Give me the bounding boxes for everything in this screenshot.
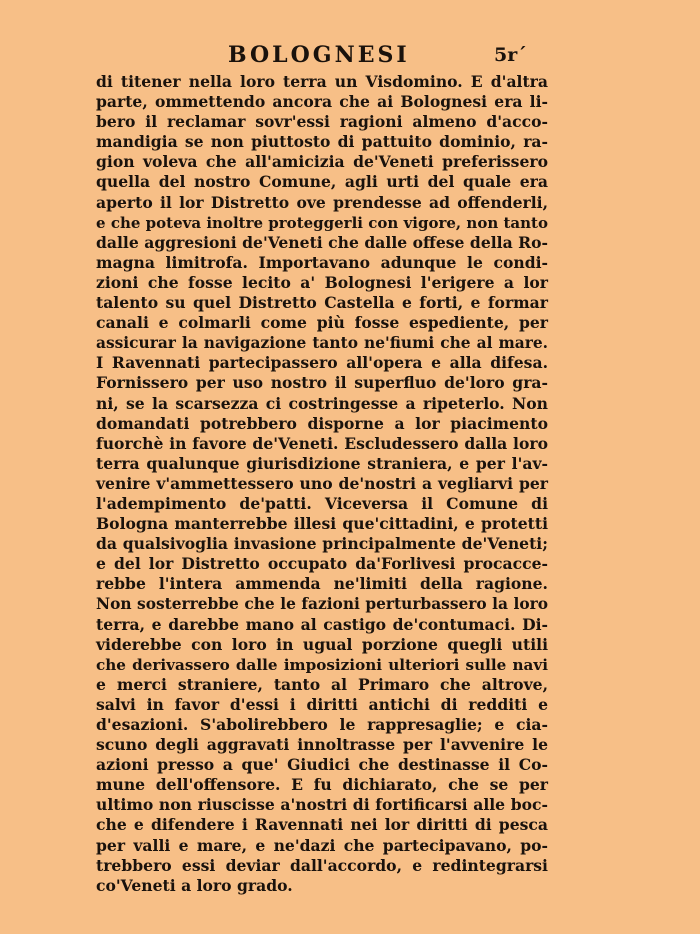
text-line: salvi in favor d'essi i diritti antichi di redditi e	[96, 694, 548, 714]
text-line: canali e colmarli come più fosse espediente, per	[96, 313, 548, 333]
text-line: Non sosterrebbe che le fazioni perturbassero la loro	[96, 595, 548, 614]
text-line: mandigia se non piuttosto di pattuito dominio, ra-	[96, 132, 548, 152]
text-line: scuno degli aggravati innoltrasse per l'avvenire le	[96, 735, 548, 755]
text-line: l'adempimento de'patti. Viceversa il Comune di	[96, 493, 548, 513]
text-line: assicurar la navigazione tanto ne'fiumi che al mare.	[96, 334, 548, 353]
text-line: e del lor Distretto occupato da'Forlivesi procacce-	[96, 554, 548, 574]
text-line: che e difendere i Ravennati nei lor diritti di pesca	[96, 815, 548, 835]
text-line: per valli e mare, e ne'dazi che partecipavano, po-	[96, 835, 548, 855]
running-title: BOLOGNESI	[228, 42, 410, 68]
text-line: e che poteva inoltre proteggerli con vigore, non tanto	[96, 213, 548, 232]
text-line: terra, e darebbe mano al castigo de'contumaci. Di-	[96, 614, 548, 634]
text-line: viderebbe con loro in ugual porzione quegli utili	[96, 634, 548, 654]
text-line: d'esazioni. S'abolirebbero le rappresaglie; e cia-	[96, 715, 548, 734]
text-line: zioni che fosse lecito a' Bolognesi l'erigere a lor	[96, 272, 548, 292]
text-line: da qualsivoglia invasione principalmente de'Veneti;	[96, 534, 548, 554]
text-line: fuorchè in favore de'Veneti. Escludessero dalla loro	[96, 433, 548, 453]
text-line: di titener nella loro terra un Visdomino. E d'altra	[96, 72, 548, 91]
text-line: rebbe l'intera ammenda ne'limiti della ragione.	[96, 574, 548, 594]
text-line: e merci straniere, tanto al Primaro che altrove,	[96, 674, 548, 694]
text-line: quella del nostro Comune, agli urti del quale era	[96, 172, 548, 192]
page-number: 5r´	[494, 44, 527, 66]
text-line: aperto il lor Distretto ove prendesse ad offenderli,	[96, 192, 548, 212]
text-line: ni, se la scarsezza ci costringesse a ripeterlo. Non	[96, 393, 548, 413]
text-line: trebbero essi deviar dall'accordo, e redintegrarsi	[96, 855, 548, 875]
text-line: co'Veneti a loro grado.	[96, 875, 293, 895]
text-line: che derivassero dalle imposizioni ulteriori sulle navi	[96, 655, 548, 674]
text-line: bero il reclamar sovr'essi ragioni almeno d'acco-	[96, 112, 548, 132]
text-line: mune dell'offensore. E fu dichiarato, che se per	[96, 775, 548, 795]
text-line: parte, ommettendo ancora che ai Bolognesi era li-	[96, 92, 548, 112]
body-text	[96, 72, 548, 896]
text-line: azioni presso a que' Giudici che destinasse il Co-	[96, 755, 548, 775]
text-line: talento su quel Distretto Castella e forti, e formar	[96, 293, 548, 313]
text-line: domandati potrebbero disporne a lor piacimento	[96, 413, 548, 433]
text-line: ultimo non riuscisse a'nostri di fortificarsi alle boc-	[96, 795, 548, 815]
text-line: Fornissero per uso nostro il superfluo de'loro gra-	[96, 373, 548, 393]
page-header	[0, 40, 700, 70]
text-line: venire v'ammettessero uno de'nostri a vegliarvi per	[96, 473, 548, 493]
text-line: Bologna manterrebbe illesi que'cittadini, e protetti	[96, 514, 548, 534]
text-line: magna limitrofa. Importavano adunque le condi-	[96, 252, 548, 272]
text-line: gion voleva che all'amicizia de'Veneti preferissero	[96, 152, 548, 172]
text-line: I Ravennati partecipassero all'opera e alla difesa.	[96, 353, 548, 373]
text-line: dalle aggresioni de'Veneti che dalle offese della Ro-	[96, 232, 548, 252]
text-line: terra qualunque giurisdizione straniera, e per l'av-	[96, 453, 548, 473]
